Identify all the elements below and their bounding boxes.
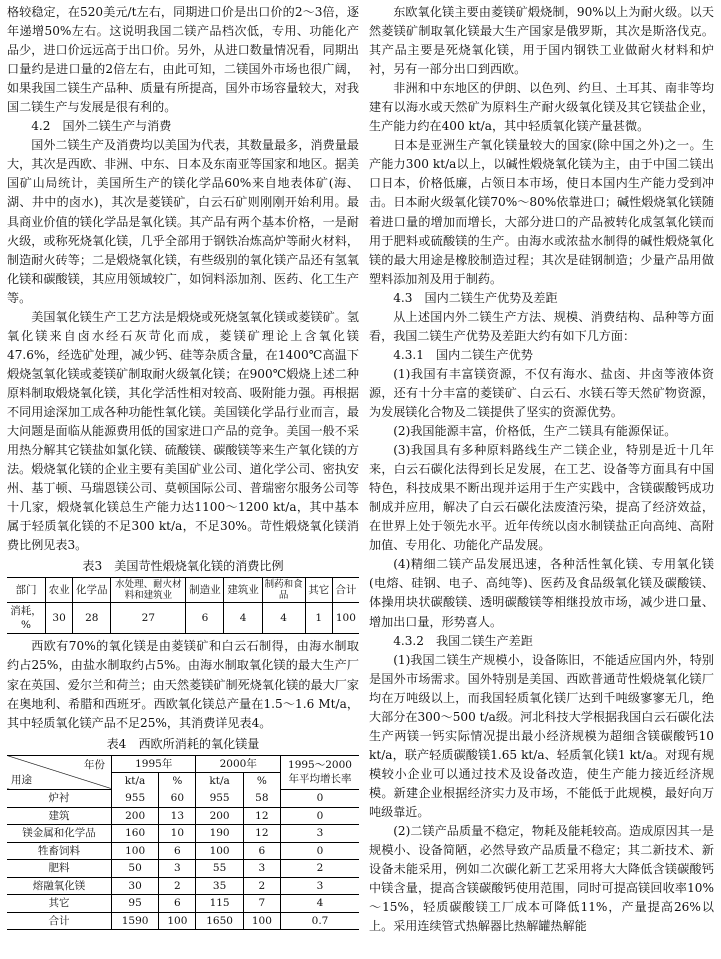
table-cell: 肥料: [7, 860, 112, 878]
table-cell: 6: [186, 603, 224, 634]
table-cell: 0: [281, 807, 360, 825]
table-cell: 1590: [112, 912, 159, 930]
table-cell: 合计: [7, 912, 112, 930]
table-cell: 55: [196, 860, 243, 878]
table-row: [7, 877, 359, 895]
table-row: [7, 842, 359, 860]
table-cell: 0.7: [281, 912, 360, 930]
table-header-cell: kt/a: [112, 773, 159, 790]
table-cell: 4: [281, 895, 360, 913]
paragraph: (1)我国有丰富镁资源，不仅有海水、盐卤、井卤等液体资源，还有十分丰富的菱镁矿、白云石、水镁石等天然矿物资源，为发展镁化合物及二镁提供了坚实的资源优势。: [369, 366, 714, 419]
table-cell: 95: [112, 895, 159, 913]
table-cell: 100: [112, 842, 159, 860]
table-cell: 28: [73, 603, 111, 634]
table-cell: 4: [262, 603, 305, 634]
table-cell: 炉衬: [7, 790, 112, 808]
table-cell: 58: [243, 790, 280, 808]
subsection-heading-4-3-1: 4.3.1 国内二镁生产优势: [393, 347, 533, 362]
table-cell: 100: [243, 912, 280, 930]
table-cell: 6: [243, 842, 280, 860]
table-cell: 2: [243, 877, 280, 895]
table-cell: 100: [159, 912, 196, 930]
left-column: [7, 3, 359, 930]
table-row: [7, 825, 359, 843]
right-column: [369, 3, 714, 936]
table-header-cell: 合计: [332, 578, 359, 603]
table-cell: 10: [159, 825, 196, 843]
table-header-row: [7, 578, 359, 603]
table-cell: 100: [196, 842, 243, 860]
table-cell: 0: [281, 842, 360, 860]
table-cell: 2: [159, 877, 196, 895]
paragraph: (4)精细二镁产品发展迅速，各种活性氧化镁、专用氧化镁(电熔、硅钢、电子、高纯等)、医药及食品级氧化镁及碳酸镁、体操用块状碳酸镁、透明碳酸镁等相继投放市场，减少进口量、增加出口量，形势喜人。: [369, 557, 714, 629]
table-cell: 30: [46, 603, 73, 634]
table-header-cell: 制药和食品: [262, 578, 305, 603]
paragraph: (2)二镁产品质量不稳定，物耗及能耗较高。造成原因其一是规模小、设备简陋，必然导致产品质量不稳定；其二新技术、新设备未能采用，例如二次碳化新工艺采用将大大降低含镁碳酸钙中镁含量，提高含镁碳酸钙使用范围，同时可提高镁回收率10%～15%，轻质碳酸镁工厂成本可降低11%，产量提高26%以上。采用连续管式热解器比热解罐热解能: [369, 824, 714, 934]
table-row: [7, 912, 359, 930]
year-header: 年份: [84, 758, 105, 771]
table-cell: 熔融氧化镁: [7, 877, 112, 895]
table-row: [7, 807, 359, 825]
table-cell: 115: [196, 895, 243, 913]
table-cell: 其它: [7, 895, 112, 913]
table-3: [7, 577, 359, 634]
table-4-body: [7, 790, 359, 930]
table-cell: 12: [243, 807, 280, 825]
table-cell: 6: [159, 842, 196, 860]
paragraph: 国外二镁生产及消费均以美国为代表，其数量最多，消费量最大，其次是西欧、非洲、中东、日本及东南亚等国家和地区。据美国矿山局统计，美国所生产的镁化学品60%来自地表体矿(海、湖、井中的卤水)，其次是菱镁矿，白云石矿则刚刚开始利用。最具商业价值的镁化学品是氧化镁。其产品有两个基本价格，一是耐火级，或称死烧氧化镁，几乎全部用于钢铁冶炼高炉等耐火材料，制造耐火砖等；二是煅烧氧化镁，有些级别的氧化镁产品还有氢氧化镁和碳酸镁，其应用领域较广，如饲料添加剂、医药、化工生产等。: [7, 138, 359, 305]
table-cell: 3: [243, 860, 280, 878]
paragraph: 东欧氧化镁主要由菱镁矿煅烧制，90%以上为耐火级。以天然菱镁矿制取氧化镁最大生产国家是俄罗斯，其次是斯洛伐克。其产品主要是死烧氧化镁，用于国内钢铁工业做耐火材料和炉衬，另有一部分出口到西欧。: [369, 5, 714, 77]
paragraph: (3)我国具有多种原料路线生产二镁企业，特别是近十几年来，白云石碳化法得到长足发展，在工艺、设备等方面具有中国特色，科技成果不断出现并运用于生产实践中，含镁碳酸钙成功制成并应用，解决了白云石碳化法废渣污染，提高了经济效益，在世界上处于领先水平。近年传统以卤水制镁盐正向高纯、高附加值、专用化、功能化产品发展。: [369, 443, 714, 553]
paragraph: 美国氧化镁生产工艺方法是煅烧或死烧氢氧化镁或菱镁矿。氢氧化镁来自卤水经石灰苛化而成，菱镁矿理论上含氧化镁47.6%，经选矿处理，减少钙、硅等杂质含量，在1400℃高温下煅烧氢氧化镁或菱镁矿制取耐火级氧化镁；在900℃煅烧上述二种原料制取煅烧氧化镁，其化学活性相对较高、吸附能力强。再根据不同用途深加工成各种功能性氧化镁。美国镁化学品行业而言，最大问题是面临从能源费用低的国家进口产品的竞争。美国一般不采用热分解其它镁盐如氯化镁、硫酸镁、碳酸镁等来生产氧化镁的方法。煅烧氧化镁的企业主要有美国矿业公司、道化学公司、密执安州、基丁顿、马瑞恩镁公司、莫顿国际公司、普瑞密尔服务公司等十几家，煅烧氧化镁总生产能力达1100～1200 kt/a，其中基本属于轻质氧化镁的不足300 kt/a，不足30%。苛性煅烧氧化镁消费比例见表3。: [7, 309, 359, 553]
table-row: [7, 603, 359, 634]
paragraph: 非洲和中东地区的伊朗、以色列、约旦、土耳其、南非等均建有以海水或天然矿为原料生产耐火级氧化镁及其它镁盐企业，生产能力约在400 kt/a，其中轻质氧化镁产量甚微。: [369, 81, 714, 134]
table-cell: 60: [159, 790, 196, 808]
table-cell: 35: [196, 877, 243, 895]
table-row: [7, 860, 359, 878]
table-cell: 955: [196, 790, 243, 808]
section-heading-4-2: 4.2 国外二镁生产与消费: [31, 119, 172, 134]
table-header-cell: %: [159, 773, 196, 790]
table-4: [7, 755, 359, 931]
table-cell: 955: [112, 790, 159, 808]
table-header-row: [7, 755, 359, 773]
table-cell: 160: [112, 825, 159, 843]
table-cell: 建筑: [7, 807, 112, 825]
table-cell: 7: [243, 895, 280, 913]
subsection-heading-4-3-2: 4.3.2 我国二镁生产差距: [393, 633, 533, 648]
paragraph: 西欧有70%的氧化镁是由菱镁矿和白云石制得，由海水制取约占25%，由盐水制取约占5%。由海水制取氧化镁的最大生产厂家在英国、爱尔兰和荷兰；由天然菱镁矿制死烧氧化镁的最大厂家在奥地利、希腊和西班牙。西欧氧化镁总产量在1.5～1.6 Mt/a，其中轻质氧化镁产品不足25%，其消费详见表4。: [7, 639, 359, 730]
table-cell: 1650: [196, 912, 243, 930]
table-header-cell: 建筑业: [224, 578, 262, 603]
table-header-cell: 1995年: [112, 755, 196, 773]
paragraph: (1)我国二镁生产规模小，设备陈旧，不能适应国内外，特别是国外市场需求。国外特别是美国、西欧普通苛性煅烧氧化镁厂均在万吨级以上，而我国轻质氧化镁厂达到千吨级寥寥无几，绝大部分在300～500 t/a级。河北科技大学根据我国白云石碳化法生产两镁一钙实际情况提出最小经济规模为超细含镁碳酸钙10 kt/a，联产轻质碳酸镁1.65 kt/a、轻质氧化镁1 kt/a。对现有规模较小企业可以通过技术及设备改造，使生产能力接近经济规模。新建企业根据经济实力及市场，不能低于此规模，最好向万吨级靠近。: [369, 652, 714, 819]
table-3-caption: 表3 美国苛性煅烧氧化镁的消费比例: [82, 559, 284, 574]
section-heading-4-3: 4.3 国内二镁生产优势及差距: [393, 290, 558, 305]
table-cell: 190: [196, 825, 243, 843]
table-cell: 12: [243, 825, 280, 843]
paragraph: (2)我国能源丰富，价格低，生产二镁具有能源保证。: [393, 424, 677, 439]
table-header-cell: 制造业: [186, 578, 224, 603]
table-corner-cell: [7, 755, 112, 790]
table-cell: 6: [159, 895, 196, 913]
table-header-cell: 部门: [7, 578, 46, 603]
table-row: [7, 790, 359, 808]
table-header-cell: 化学品: [73, 578, 111, 603]
table-cell: 消耗，%: [7, 603, 46, 634]
table-cell: 2: [281, 860, 360, 878]
table-cell: 50: [112, 860, 159, 878]
use-header: 用途: [11, 774, 32, 787]
table-header-cell: %: [243, 773, 280, 790]
table-cell: 3: [159, 860, 196, 878]
table-cell: 3: [281, 825, 360, 843]
paragraph: 从上述国内外二镁生产方法、规模、消费结构、品种等方面看，我国二镁生产优势及差距大约有如下几方面：: [369, 309, 714, 343]
table-cell: 3: [281, 877, 360, 895]
table-row: [7, 895, 359, 913]
table-header-cell: 水处理、耐火材料和建筑业: [111, 578, 186, 603]
table-cell: 200: [112, 807, 159, 825]
table-header-cell: 其它: [305, 578, 332, 603]
table-cell: 4: [224, 603, 262, 634]
paragraph: 格较稳定，在520美元/t左右，同期进口价是出口价的2～3倍，逐年递增50%左右。这说明我国二镁产品档次低，专用、功能化产品少，进口价远远高于出口价。另外，从进口数量情况看，同期出口量约是进口量的2倍左右，由此可知，二镁国外市场也很广阔，如果我国二镁生产品种、质量有所提高，国外市场容量较大，对我国二镁生产与发展是很有利的。: [7, 5, 359, 115]
table-cell: 13: [159, 807, 196, 825]
table-header-cell: 1995～2000年平均增长率: [281, 755, 360, 790]
paragraph: 日本是亚洲生产氧化镁量较大的国家(除中国之外)之一。生产能力300 kt/a以上，以碱性煅烧氧化镁为主，由于中国二镁出口日本，价格低廉，占领日本市场，使日本国内生产能力受到冲击。日本耐火级氧化镁70%～80%依靠进口；碱性煅烧氧化镁随着进口量的增加而增长，大部分进口的产品被转化成氢氧化镁而用于肥料或硫酸镁的生产。由海水或浓盐水制得的碱性煅烧氧化镁的最大用途是橡胶制造过程；其次是硅钢制造；少量产品用做塑料添加剂及用于制药。: [369, 138, 714, 286]
table-header-cell: 农业: [46, 578, 73, 603]
table-cell: 200: [196, 807, 243, 825]
table-cell: 0: [281, 790, 360, 808]
table-cell: 27: [111, 603, 186, 634]
table-cell: 30: [112, 877, 159, 895]
table-header-cell: kt/a: [196, 773, 243, 790]
table-cell: 牲畜饲料: [7, 842, 112, 860]
table-cell: 100: [332, 603, 359, 634]
table-header-cell: 2000年: [196, 755, 281, 773]
table-4-caption: 表4 西欧所消耗的氧化镁量: [106, 736, 260, 751]
table-cell: 1: [305, 603, 332, 634]
table-cell: 镁金属和化学品: [7, 825, 112, 843]
